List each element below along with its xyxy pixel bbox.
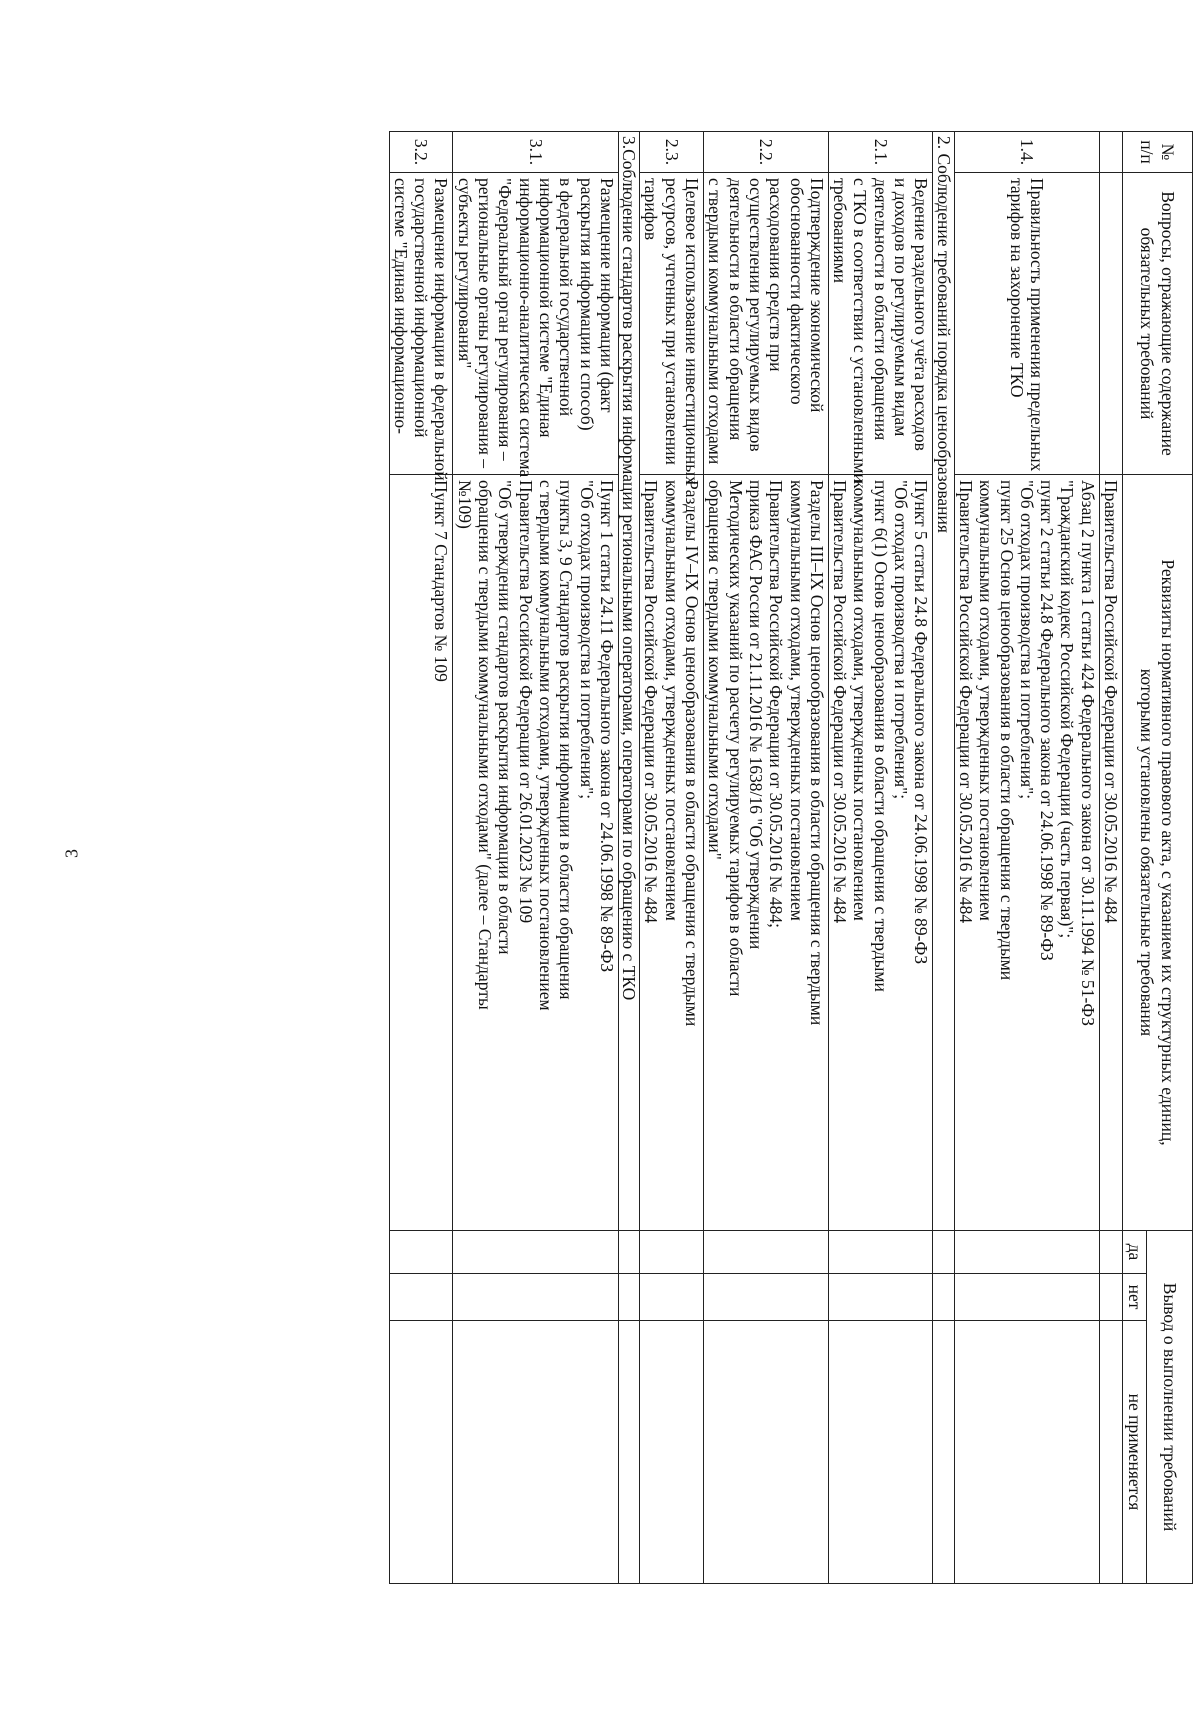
question-line: Размещение информации в федеральной bbox=[431, 178, 452, 481]
conclusion-no-cell bbox=[933, 1274, 954, 1321]
requisites-line: Методических указаний по расчету регулируемых тарифов в области bbox=[725, 480, 746, 997]
requisites-cell bbox=[389, 475, 453, 1231]
question-line: Размещение информации (факт bbox=[596, 178, 617, 413]
conclusion-yes-cell bbox=[704, 1231, 829, 1274]
question-line: требованиями bbox=[830, 178, 851, 284]
question-cell bbox=[1099, 173, 1122, 475]
section-2-title-row bbox=[933, 132, 954, 1584]
question-line: тарифов на захоронение ТКО bbox=[1006, 178, 1027, 398]
conclusion-na-cell bbox=[1099, 1321, 1122, 1584]
requisites-cell bbox=[640, 475, 704, 1231]
page-number: 3 bbox=[61, 849, 82, 858]
header-num-line: п/п bbox=[1137, 140, 1158, 164]
requisites-line: пункт 25 Основ ценообразования в области обращения с твердыми bbox=[996, 480, 1017, 981]
question-line: осуществлении регулируемых видов bbox=[745, 178, 766, 452]
requirements-table bbox=[389, 131, 1193, 1584]
requisites-line: коммунальными отходами, утвержденных постановлением bbox=[850, 480, 871, 921]
question-line: Целевое использование инвестиционных bbox=[682, 178, 703, 485]
question-line: деятельности в области обращения bbox=[870, 178, 891, 441]
conclusion-yes-cell bbox=[954, 1231, 1099, 1274]
requisites-line: Правительства Российской Федерации от 30.05.2016 № 484 bbox=[1101, 480, 1121, 924]
requisites-line: "Об отходах производства и потребления"; bbox=[891, 480, 912, 800]
rotated-page bbox=[107, 131, 1193, 1583]
requisites-cell bbox=[704, 475, 829, 1231]
requisites-line: пункт 6(1) Основ ценообразования в области обращения с твердыми bbox=[870, 480, 891, 992]
conclusion-na-cell bbox=[954, 1321, 1099, 1584]
requisites-line: Правительства Российской Федерации от 30.05.2016 № 484 bbox=[641, 480, 662, 924]
row-number: 2.2. bbox=[704, 132, 829, 173]
question-line: системе "Единая информационно- bbox=[390, 178, 411, 435]
question-line: расходования средств при bbox=[766, 178, 787, 372]
question-line: ресурсов, учтенных при установлении bbox=[661, 178, 682, 465]
requisites-line: Правительства Российской Федерации от 30.05.2016 № 484 bbox=[955, 480, 976, 924]
section-2-title: 2. Соблюдение требований порядка ценообразования bbox=[933, 132, 954, 1231]
question-cell bbox=[640, 173, 704, 485]
conclusion-no-cell bbox=[704, 1274, 829, 1321]
question-line: в федеральной государственной bbox=[556, 178, 577, 417]
requisites-line: "Гражданский кодекс Российской Федерации (часть первая)"; bbox=[1057, 480, 1078, 939]
table-row bbox=[704, 132, 829, 1584]
question-line: деятельности в области обращения bbox=[725, 178, 746, 441]
requisites-line: пункты 3, 9 Стандартов раскрытия информации в области обращения bbox=[556, 480, 577, 1000]
conclusion-na-cell bbox=[640, 1321, 704, 1584]
row-number: 3.2. bbox=[389, 132, 453, 173]
row-number bbox=[1099, 132, 1122, 173]
question-line: субъекты регулирования" bbox=[454, 178, 475, 369]
question-line: с твердыми коммунальными отходами bbox=[705, 178, 726, 465]
conclusion-no-cell bbox=[828, 1274, 932, 1321]
conclusion-yes-cell bbox=[618, 1231, 639, 1274]
table-row bbox=[954, 132, 1099, 1584]
requisites-line: с твердыми коммунальными отходами, утвержденных постановлением bbox=[535, 480, 556, 1011]
requisites-cell bbox=[828, 475, 932, 1231]
header-conclusion: Вывод о выполнении требований bbox=[1147, 1231, 1193, 1584]
question-line: информационно-аналитическая система bbox=[515, 178, 536, 478]
conclusion-na-cell bbox=[828, 1321, 932, 1584]
conclusion-no-cell bbox=[453, 1274, 618, 1321]
requisites-line: коммунальными отходами, утвержденных постановлением bbox=[976, 480, 997, 921]
conclusion-no-cell bbox=[618, 1274, 639, 1321]
requisites-line: "Об утверждении стандартов раскрытия информации в области bbox=[495, 480, 516, 955]
requisites-line: Пункт 5 статьи 24.8 Федерального закона от 24.06.1998 № 89-ФЗ bbox=[911, 480, 932, 965]
conclusion-yes-cell bbox=[453, 1231, 618, 1274]
table-row bbox=[389, 132, 453, 1584]
question-line: "Федеральный орган регулирования – bbox=[495, 178, 516, 461]
header-requisites-line: которыми установлены обязательные требования bbox=[1137, 668, 1158, 1037]
question-line: тарифов bbox=[641, 178, 662, 241]
header-no: нет bbox=[1123, 1274, 1147, 1321]
header-yes: да bbox=[1123, 1231, 1147, 1274]
conclusion-yes-cell bbox=[640, 1231, 704, 1274]
question-line: Правильность применения предельных bbox=[1026, 178, 1047, 472]
question-cell bbox=[704, 173, 829, 475]
question-line: Подтверждение экономической bbox=[806, 178, 827, 413]
conclusion-na-cell bbox=[389, 1321, 453, 1584]
conclusion-no-cell bbox=[1099, 1274, 1122, 1321]
row-number: 2.3. bbox=[640, 132, 704, 173]
conclusion-yes-cell bbox=[828, 1231, 932, 1274]
question-line: с ТКО в соответствии с установленными bbox=[850, 178, 871, 483]
conclusion-na-cell bbox=[933, 1321, 954, 1584]
question-line: информационной системе "Единая bbox=[535, 178, 556, 438]
requisites-line: приказ ФАС России от 21.11.2016 № 1638/16 "Об утверждении bbox=[745, 480, 766, 950]
requisites-line: Абзац 2 пункта 1 статьи 424 Федерального закона от 30.11.1994 № 51-ФЗ bbox=[1077, 480, 1098, 1026]
requisites-line: обращения с твердыми коммунальными отходами" bbox=[705, 480, 726, 860]
requisites-line: Пункт 1 статьи 24.11 Федерального закона от 24.06.1998 № 89-ФЗ bbox=[596, 480, 617, 973]
requisites-cell bbox=[954, 475, 1099, 1231]
question-cell bbox=[453, 173, 618, 478]
section-3-title-row bbox=[618, 132, 639, 1584]
question-line: региональные органы регулирования – bbox=[475, 178, 496, 468]
requisites-line: обращения с твердыми коммунальными отходами" (далее – Стандарты bbox=[475, 480, 496, 1010]
header-question-line: Вопросы, отражающие содержание bbox=[1157, 191, 1178, 456]
question-line: Ведение раздельного учёта расходов bbox=[911, 178, 932, 451]
requisites-line: №109) bbox=[454, 480, 475, 529]
header-requisites-line: Реквизиты нормативного правового акта, с указанием их структурных единиц, bbox=[1157, 559, 1178, 1146]
table-row bbox=[1099, 132, 1122, 1584]
conclusion-no-cell bbox=[389, 1274, 453, 1321]
requisites-line: Правительства Российской Федерации от 30.05.2016 № 484; bbox=[766, 480, 787, 928]
question-line: обоснованности фактического bbox=[786, 178, 807, 405]
table-row bbox=[828, 132, 932, 1584]
requisites-line: пункт 2 статьи 24.8 Федерального закона от 24.06.1998 № 89-ФЗ bbox=[1037, 480, 1058, 961]
table-row bbox=[640, 132, 704, 1584]
conclusion-no-cell bbox=[640, 1274, 704, 1321]
conclusion-na-cell bbox=[704, 1321, 829, 1584]
requisites-line: коммунальными отходами, утвержденных постановлением bbox=[661, 480, 682, 921]
section-3-title: 3.Соблюдение стандартов раскрытия информации региональными операторами, операторами по обращению с ТКО bbox=[618, 132, 639, 1231]
header-question bbox=[1123, 173, 1193, 475]
row-number: 3.1. bbox=[453, 132, 618, 173]
requisites-line: Разделы III–IX Основ ценообразования в области обращения с твердыми bbox=[806, 480, 827, 1026]
question-cell bbox=[389, 173, 453, 481]
conclusion-yes-cell bbox=[933, 1231, 954, 1274]
requisites-line: коммунальными отходами, утвержденных постановлением bbox=[786, 480, 807, 921]
requisites-line: Правительства Российской Федерации от 30.05.2016 № 484 bbox=[830, 480, 851, 924]
header-requisites bbox=[1123, 475, 1193, 1231]
question-line: раскрытия информации и способ) bbox=[576, 178, 597, 431]
question-cell bbox=[954, 173, 1099, 475]
requisites-line: Пункт 7 Стандартов № 109 bbox=[431, 480, 452, 682]
table-row bbox=[453, 132, 618, 1584]
requisites-line: "Об отходах производства и потребления"; bbox=[576, 480, 597, 800]
requisites-cell bbox=[453, 475, 618, 1231]
question-line: государственной информационной bbox=[411, 178, 432, 438]
requisites-line: "Об отходах производства и потребления"; bbox=[1016, 480, 1037, 800]
question-line: и доходов по регулируемым видам bbox=[891, 178, 912, 437]
conclusion-yes-cell bbox=[1099, 1231, 1122, 1274]
row-number: 2.1. bbox=[828, 132, 932, 173]
requisites-line: Разделы IV–IX Основ ценообразования в области обращения с твердыми bbox=[682, 480, 703, 1027]
requisites-cell bbox=[1099, 475, 1122, 1231]
conclusion-na-cell bbox=[453, 1321, 618, 1584]
conclusion-no-cell bbox=[954, 1274, 1099, 1321]
question-cell bbox=[828, 173, 932, 483]
header-question-line: обязательных требований bbox=[1137, 227, 1158, 420]
header-num-line: № bbox=[1157, 143, 1178, 161]
row-number: 1.4. bbox=[954, 132, 1099, 173]
conclusion-na-cell bbox=[618, 1321, 639, 1584]
conclusion-yes-cell bbox=[389, 1231, 453, 1274]
header-num bbox=[1123, 132, 1193, 173]
requisites-line: Правительства Российской Федерации от 26.01.2023 № 109 bbox=[515, 480, 536, 924]
header-na: не применяется bbox=[1123, 1321, 1147, 1584]
